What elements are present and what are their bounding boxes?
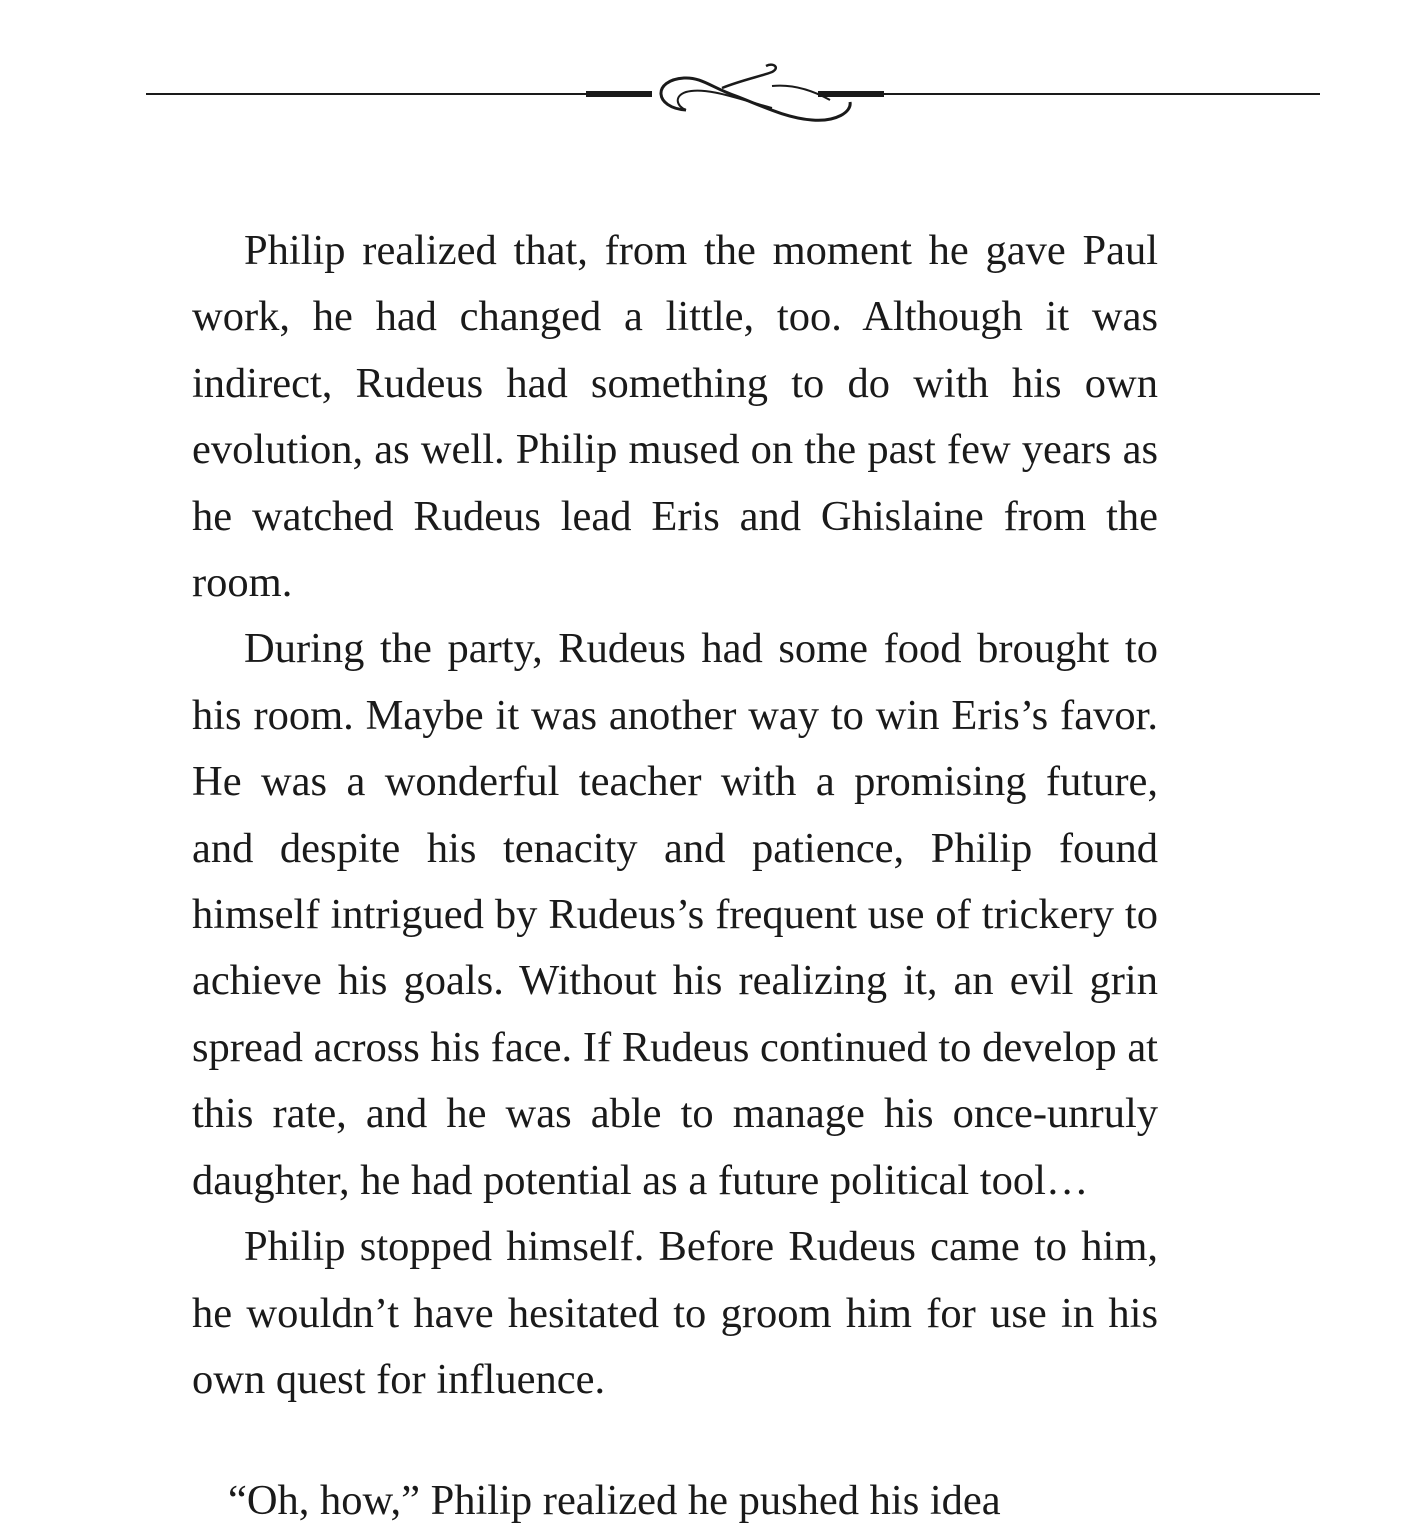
paragraph: Philip realized that, from the moment he gave Paul work, he had changed a little, too. Although it was indirect, Rudeus had something to do with his own evolution, as well. Philip mused on the past few years as he watched Rudeus lead Eris and Ghislaine from the room. bbox=[192, 227, 1158, 607]
paragraph: Philip stopped himself. Before Rudeus came to him, he wouldn’t have hesitated to groom him for use in his own quest for influence. bbox=[192, 1223, 1158, 1403]
paragraph: During the party, Rudeus had some food brought to his room. Maybe it was another way to win Eris’s favor. He was a wonderful teacher with a promising future, and despite his tenacity and patience, Philip found himself intrigued by Rudeus’s frequent use of trickery to achieve his goals. Without his realizing it, an evil grin spread across his face. If Rudeus continued to develop at this rate, and he was able to manage his once-unruly daughter, he had potential as a future political tool… bbox=[192, 625, 1158, 1204]
cut-off-line: “Oh, how,” Philip realized he pushed his idea bbox=[228, 1477, 1001, 1524]
chapter-divider-ornament bbox=[146, 60, 1320, 140]
body-text bbox=[192, 218, 1158, 1413]
